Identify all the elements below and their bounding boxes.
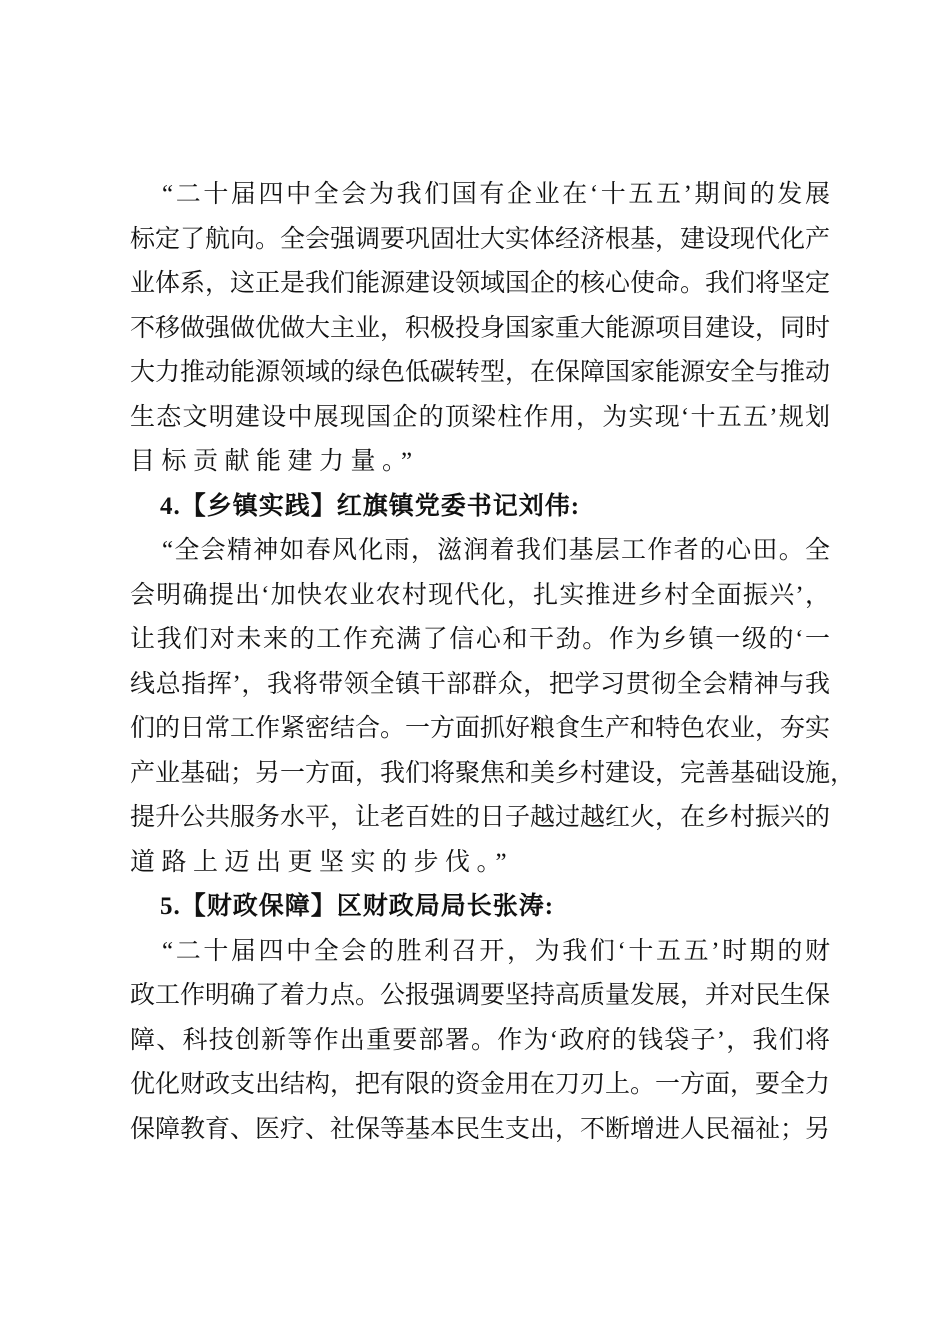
section-heading: 5.【财政保障】区财政局局长张涛:: [160, 893, 555, 920]
paragraph-line: 大力推动能源领域的绿色低碳转型，在保障国家能源安全与推动: [130, 359, 831, 386]
paragraph-line: 保障教育、医疗、社保等基本民生支出，不断增进人民福祉；另: [130, 1115, 831, 1143]
paragraph-line: 让我们对未来的工作充满了信心和干劲。作为乡镇一级的‘一: [130, 626, 830, 653]
paragraph-line: “二十届四中全会的胜利召开，为我们‘十五五’时期的财: [162, 937, 830, 965]
paragraph-line: 目标贡献能建力量。”: [130, 448, 419, 475]
paragraph-line: 道路上迈出更坚实的步伐。”: [130, 848, 514, 876]
paragraph-line: 障、科技创新等作出重要部署。作为‘政府的钱袋子’，我们将: [130, 1026, 830, 1054]
paragraph-line: 产业基础；另一方面，我们将聚焦和美乡村建设，完善基础设施，: [130, 759, 856, 787]
paragraph-line: 业体系，这正是我们能源建设领域国企的核心使命。我们将坚定: [130, 270, 831, 297]
paragraph-line: 线总指挥’，我将带领全镇干部群众，把学习贯彻全会精神与我: [130, 670, 830, 698]
paragraph-line: “全会精神如春风化雨，滋润着我们基层工作者的心田。全: [162, 537, 830, 564]
paragraph-line: 会明确提出‘加快农业农村现代化，扎实推进乡村全面振兴’，: [130, 581, 830, 609]
paragraph-line: 优化财政支出结构，把有限的资金用在刀刃上。一方面，要全力: [130, 1071, 831, 1098]
paragraph-line: 标定了航向。全会强调要巩固壮大实体经济根基，建设现代化产: [130, 225, 831, 253]
paragraph-line: 们的日常工作紧密结合。一方面抓好粮食生产和特色农业，夯实: [130, 715, 831, 742]
paragraph-line: 生态文明建设中展现国企的顶梁柱作用，为实现‘十五五’规划: [130, 403, 830, 431]
section-heading: 4.【乡镇实践】红旗镇党委书记刘伟:: [160, 492, 581, 520]
paragraph-line: 提升公共服务水平，让老百姓的日子越过越红火，在乡村振兴的: [130, 804, 831, 831]
paragraph-line: 不移做强做优做大主业，积极投身国家重大能源项目建设，同时: [130, 314, 831, 342]
paragraph-line: 政工作明确了着力点。公报强调要坚持高质量发展，并对民生保: [130, 982, 831, 1009]
paragraph-line: “二十届四中全会为我们国有企业在‘十五五’期间的发展: [162, 181, 830, 208]
